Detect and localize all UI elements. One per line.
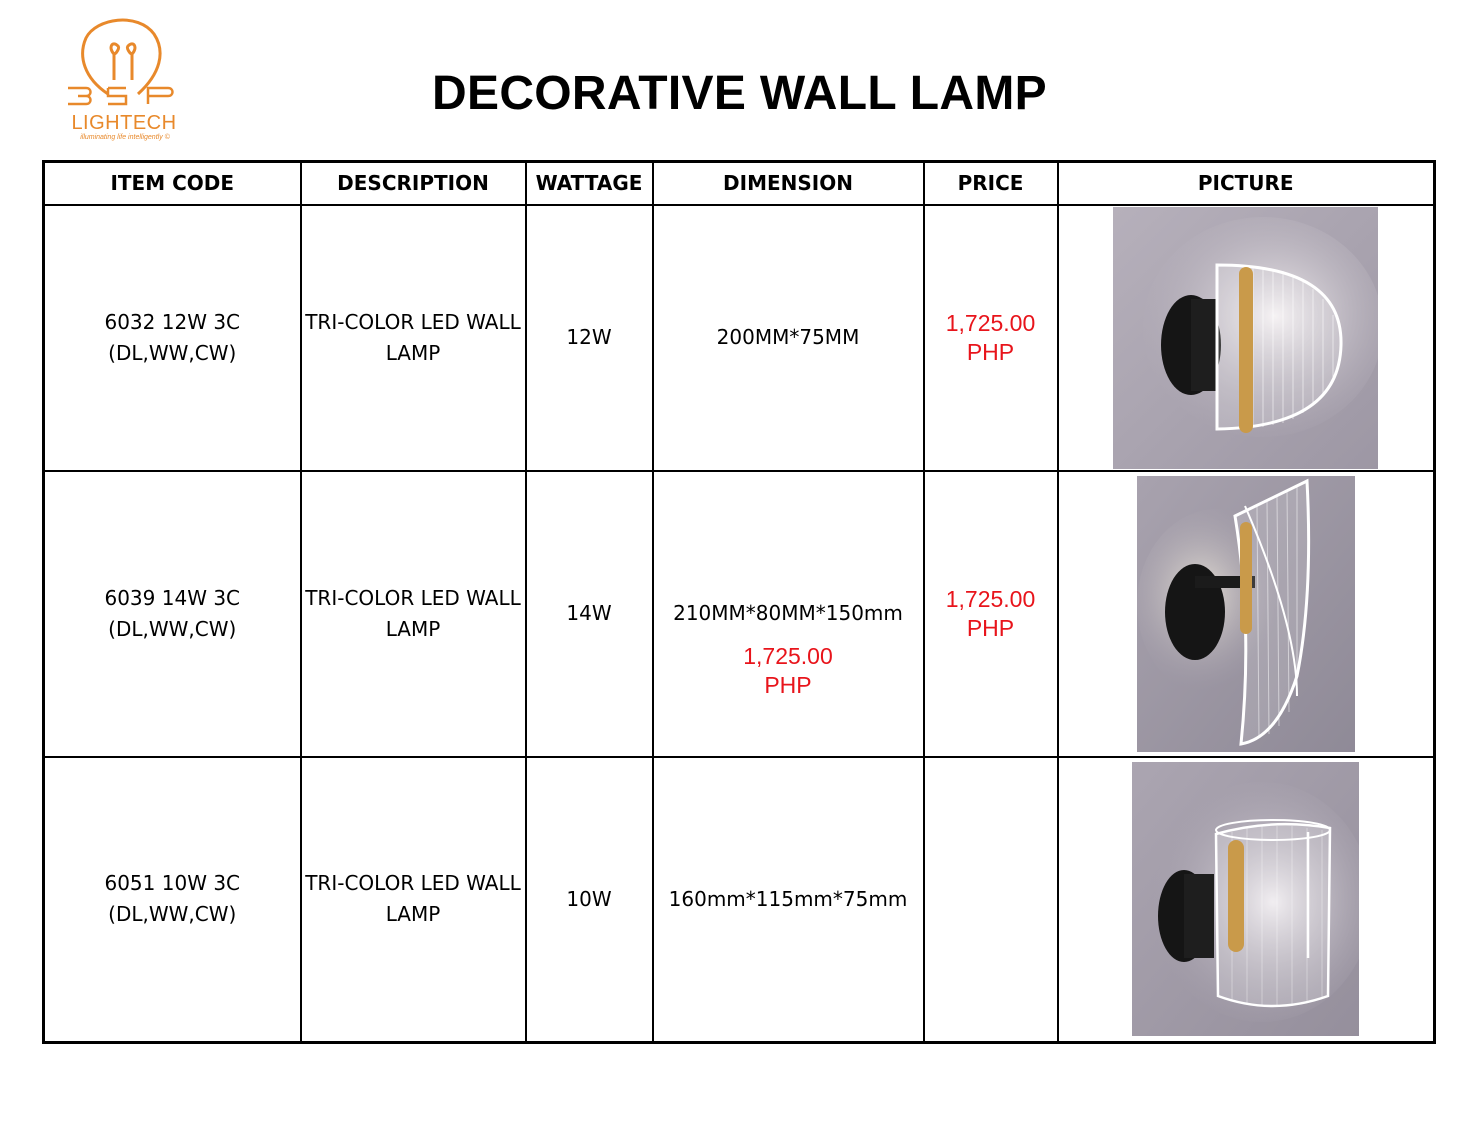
price-amount: 1,725.00 [945,309,1036,336]
item-code-cell: 6039 14W 3C (DL,WW,CW) [44,471,301,757]
table-row [44,471,1435,757]
item-code-cell: 6032 12W 3C (DL,WW,CW) [44,205,301,471]
description-cell: TRI-COLOR LED WALL LAMP [301,757,526,1043]
item-code-cell: 6051 10W 3C (DL,WW,CW) [44,757,301,1043]
logo-tagline: illuminating life intelligently © [80,134,170,141]
product-table [42,160,1436,1044]
price-currency: PHP [966,338,1015,365]
cylinder-wall-lamp-icon [1132,762,1359,1036]
picture-cell [1058,205,1435,471]
wattage-cell: 10W [526,757,653,1043]
price-cell [924,205,1058,471]
logo-wordmark: LIGHTECH [71,112,177,134]
header-description: DESCRIPTION [301,162,526,205]
wattage-cell: 14W [526,471,653,757]
page-title: DECORATIVE WALL LAMP [432,67,1047,120]
picture-cell [1058,757,1435,1043]
half-disc-wall-lamp-icon [1113,207,1378,469]
price-amount: 1,725.00 [945,585,1036,612]
dimension-cell: 160mm*115mm*75mm [653,757,924,1043]
price-currency: PHP [966,614,1015,641]
table-header-row [44,162,1435,205]
header-wattage: WATTAGE [526,162,653,205]
price-cell [924,471,1058,757]
curved-panel-wall-lamp-icon [1137,476,1355,752]
dimension-cell: 210MM*80MM*150mm 1,725.00 PHP [653,471,924,757]
dimension-cell: 200MM*75MM [653,205,924,471]
header-dimension: DIMENSION [653,162,924,205]
table-row [44,205,1435,471]
header-price: PRICE [924,162,1058,205]
wattage-cell: 12W [526,205,653,471]
description-cell: TRI-COLOR LED WALL LAMP [301,471,526,757]
description-cell: TRI-COLOR LED WALL LAMP [301,205,526,471]
dimension-price-note: 1,725.00 PHP [743,642,833,698]
price-cell [924,757,1058,1043]
table-row [44,757,1435,1043]
header-item-code: ITEM CODE [44,162,301,205]
picture-cell [1058,471,1435,757]
header-picture: PICTURE [1058,162,1435,205]
